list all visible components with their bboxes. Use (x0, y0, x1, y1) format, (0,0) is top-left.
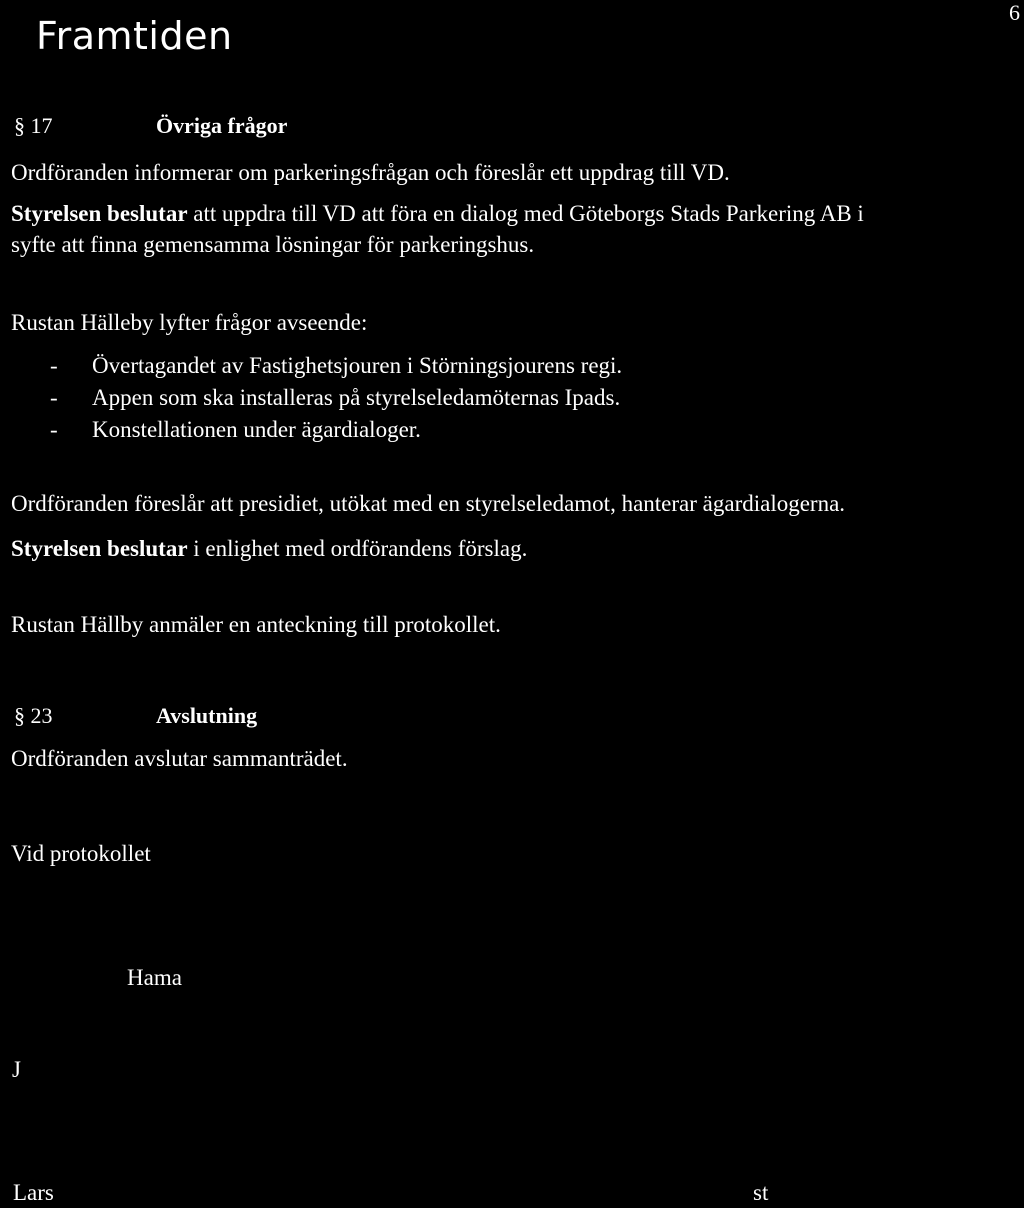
section-23-number: § 23 (14, 703, 53, 728)
signature-name-fragment: Lars (13, 1180, 54, 1205)
bullet-dash: - (50, 417, 58, 442)
signature-name-fragment: st (753, 1180, 769, 1205)
section-23-paragraph-1: Ordföranden avslutar sammanträdet. (11, 746, 348, 771)
questions-intro: Rustan Hälleby lyfter frågor avseende: (11, 310, 368, 335)
bullet-item: Konstellationen under ägardialoger. (92, 417, 421, 442)
bullet-dash: - (50, 385, 58, 410)
protocol-note: Rustan Hällby anmäler en anteckning till protokollet. (11, 612, 501, 637)
decision-2-lead: Styrelsen beslutar (11, 536, 188, 561)
signature-name-fragment: Hama (127, 965, 182, 990)
section-17-title: Övriga frågor (156, 113, 288, 138)
decision-lead: Styrelsen beslutar (11, 201, 188, 226)
section-17-number: § 17 (14, 113, 53, 138)
section-17-paragraph-1: Ordföranden informerar om parkeringsfrågan och föreslår ett uppdrag till VD. (11, 160, 730, 185)
section-17-decision-line-2: syfte att finna gemensamma lösningar för parkeringshus. (11, 232, 535, 257)
signature-initial: J (12, 1057, 21, 1082)
brand-logo-text: Framtiden (36, 14, 233, 58)
decision-2-rest: i enlighet med ordförandens förslag. (187, 536, 528, 561)
bullet-item: Övertagandet av Fastighetsjouren i Störningsjourens regi. (92, 353, 623, 378)
decision-rest: att uppdra till VD att föra en dialog med Göteborgs Stads Parkering AB i (187, 201, 864, 226)
bullet-item: Appen som ska installeras på styrelseledamöternas Ipads. (92, 385, 621, 410)
proposal-paragraph: Ordföranden föreslår att presidiet, utökat med en styrelseledamot, hanterar ägardialogerna. (11, 491, 846, 516)
signature-label: Vid protokollet (11, 841, 151, 866)
section-17-decision-2 (11, 536, 527, 562)
section-23-title: Avslutning (156, 703, 258, 728)
section-17-decision-line-1 (11, 201, 864, 227)
page-number: 6 (1009, 0, 1020, 25)
bullet-dash: - (50, 353, 58, 378)
